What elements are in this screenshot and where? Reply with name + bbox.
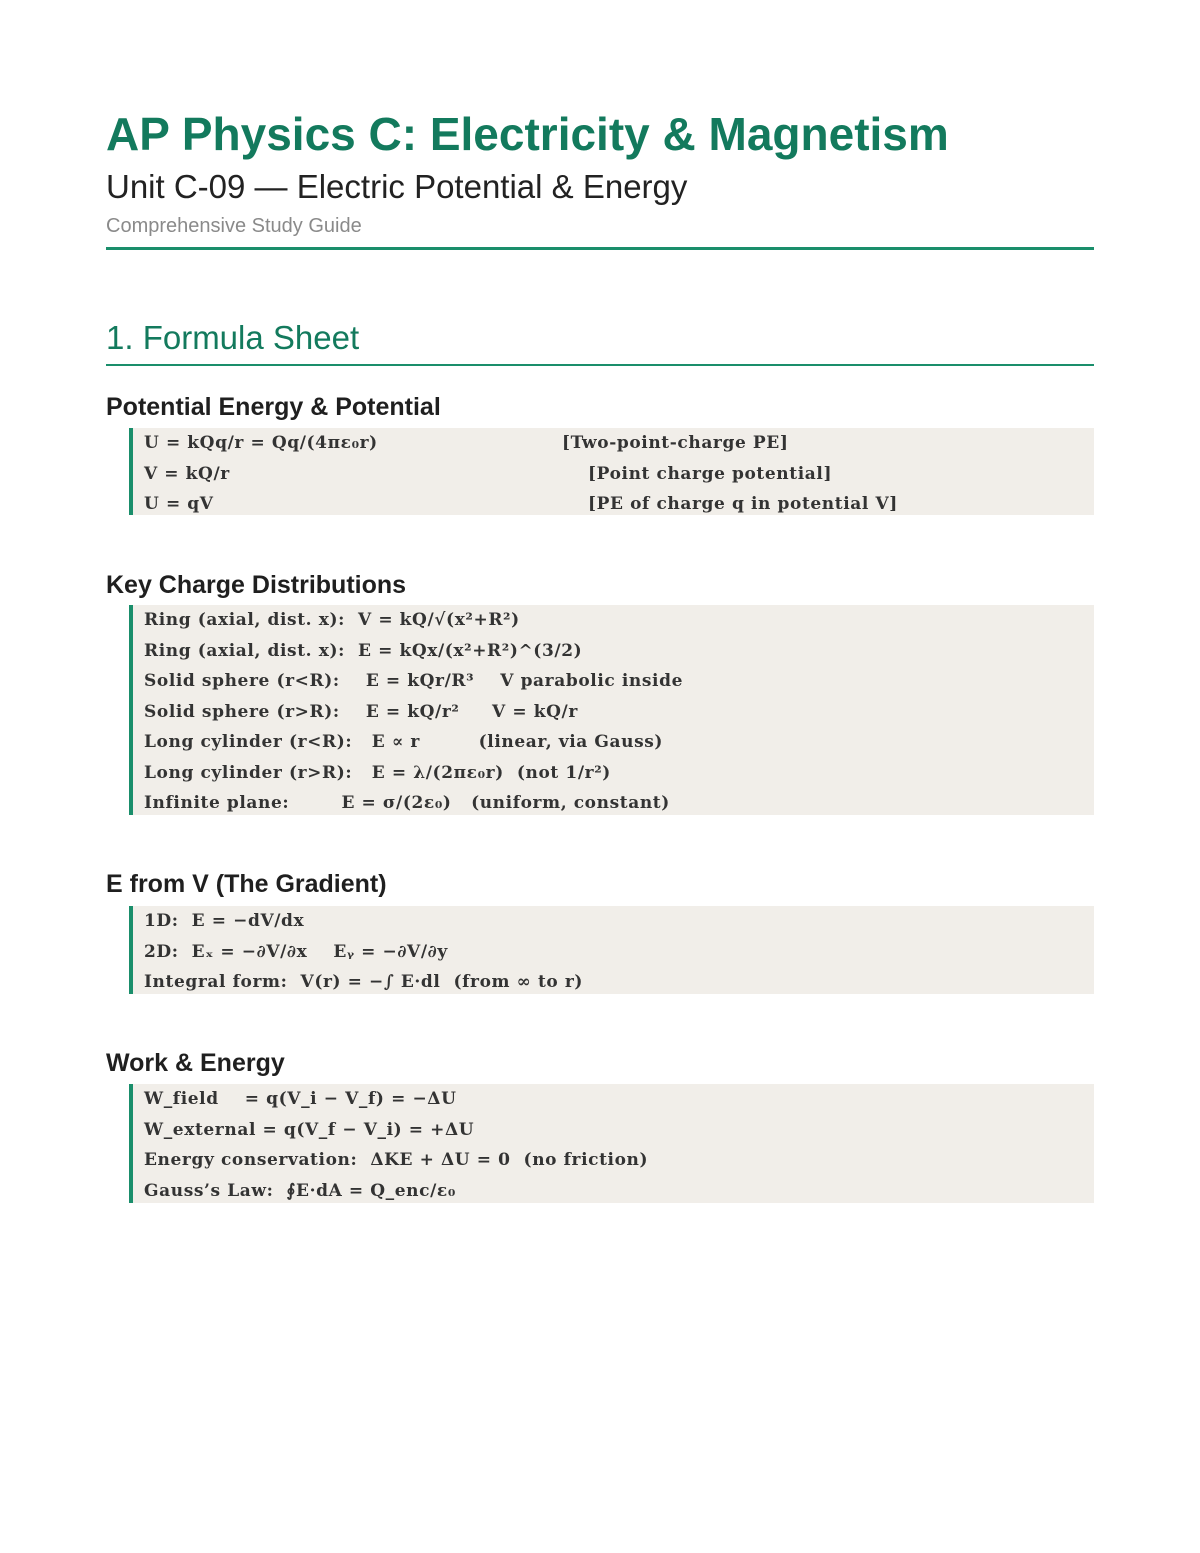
- formula-line: Long cylinder (r>R): E = λ/(2πε₀r) (not 1/r²): [144, 762, 611, 783]
- formula-line: Gauss’s Law: ∮E·dA = Q_enc/ε₀: [144, 1180, 456, 1201]
- formula-line: Integral form: V(r) = −∫ E·dl (from ∞ to r): [144, 972, 584, 992]
- formula-line: [144, 459, 1094, 490]
- subsection-heading: E from V (The Gradient): [106, 870, 387, 898]
- formula-line: Energy conservation: ΔKE + ΔU = 0 (no friction): [144, 1150, 649, 1170]
- document-subtitle: Unit C-09 — Electric Potential & Energy: [106, 168, 688, 205]
- formula-text: U = kQq/r = Qq/(4πε₀r): [144, 433, 378, 453]
- title-divider: [106, 247, 1094, 250]
- formula-block: [129, 605, 1094, 815]
- formula-block: [129, 428, 1094, 515]
- formula-line: [144, 428, 1094, 459]
- subsection-heading: Key Charge Distributions: [106, 571, 407, 599]
- formula-note: [PE of charge q in potential V]: [588, 494, 898, 514]
- formula-block: [129, 906, 1094, 994]
- section-heading: 1. Formula Sheet: [106, 319, 360, 356]
- section-divider: [106, 364, 1094, 366]
- formula-line: Infinite plane: E = σ/(2ε₀) (uniform, constant): [144, 793, 670, 813]
- formula-line: Ring (axial, dist. x): E = kQx/(x²+R²)^(3/2): [144, 640, 583, 661]
- formula-line: Solid sphere (r>R): E = kQ/r² V = kQ/r: [144, 701, 578, 722]
- subsection-heading: Work & Energy: [106, 1049, 285, 1077]
- formula-line: 2D: Eₓ = −∂V/∂x Eᵧ = −∂V/∂y: [144, 941, 448, 962]
- formula-text: V = kQ/r: [144, 463, 230, 484]
- formula-note: [Two-point-charge PE]: [562, 433, 789, 453]
- formula-line: W_field = q(V_i − V_f) = −ΔU: [144, 1089, 457, 1109]
- formula-line: Ring (axial, dist. x): V = kQ/√(x²+R²): [144, 610, 520, 630]
- formula-block: [129, 1084, 1094, 1203]
- formula-text: U = qV: [144, 494, 214, 514]
- formula-line: 1D: E = −dV/dx: [144, 911, 305, 931]
- document-tagline: Comprehensive Study Guide: [106, 215, 362, 237]
- subsection-heading: Potential Energy & Potential: [106, 393, 441, 421]
- formula-note: [Point charge potential]: [588, 463, 833, 484]
- formula-line: W_external = q(V_f − V_i) = +ΔU: [144, 1119, 475, 1140]
- formula-line: Long cylinder (r<R): E ∝ r (linear, via Gauss): [144, 732, 664, 752]
- formula-line: Solid sphere (r<R): E = kQr/R³ V parabolic inside: [144, 671, 684, 691]
- formula-line: [144, 489, 1094, 520]
- document-title: AP Physics C: Electricity & Magnetism: [106, 108, 949, 160]
